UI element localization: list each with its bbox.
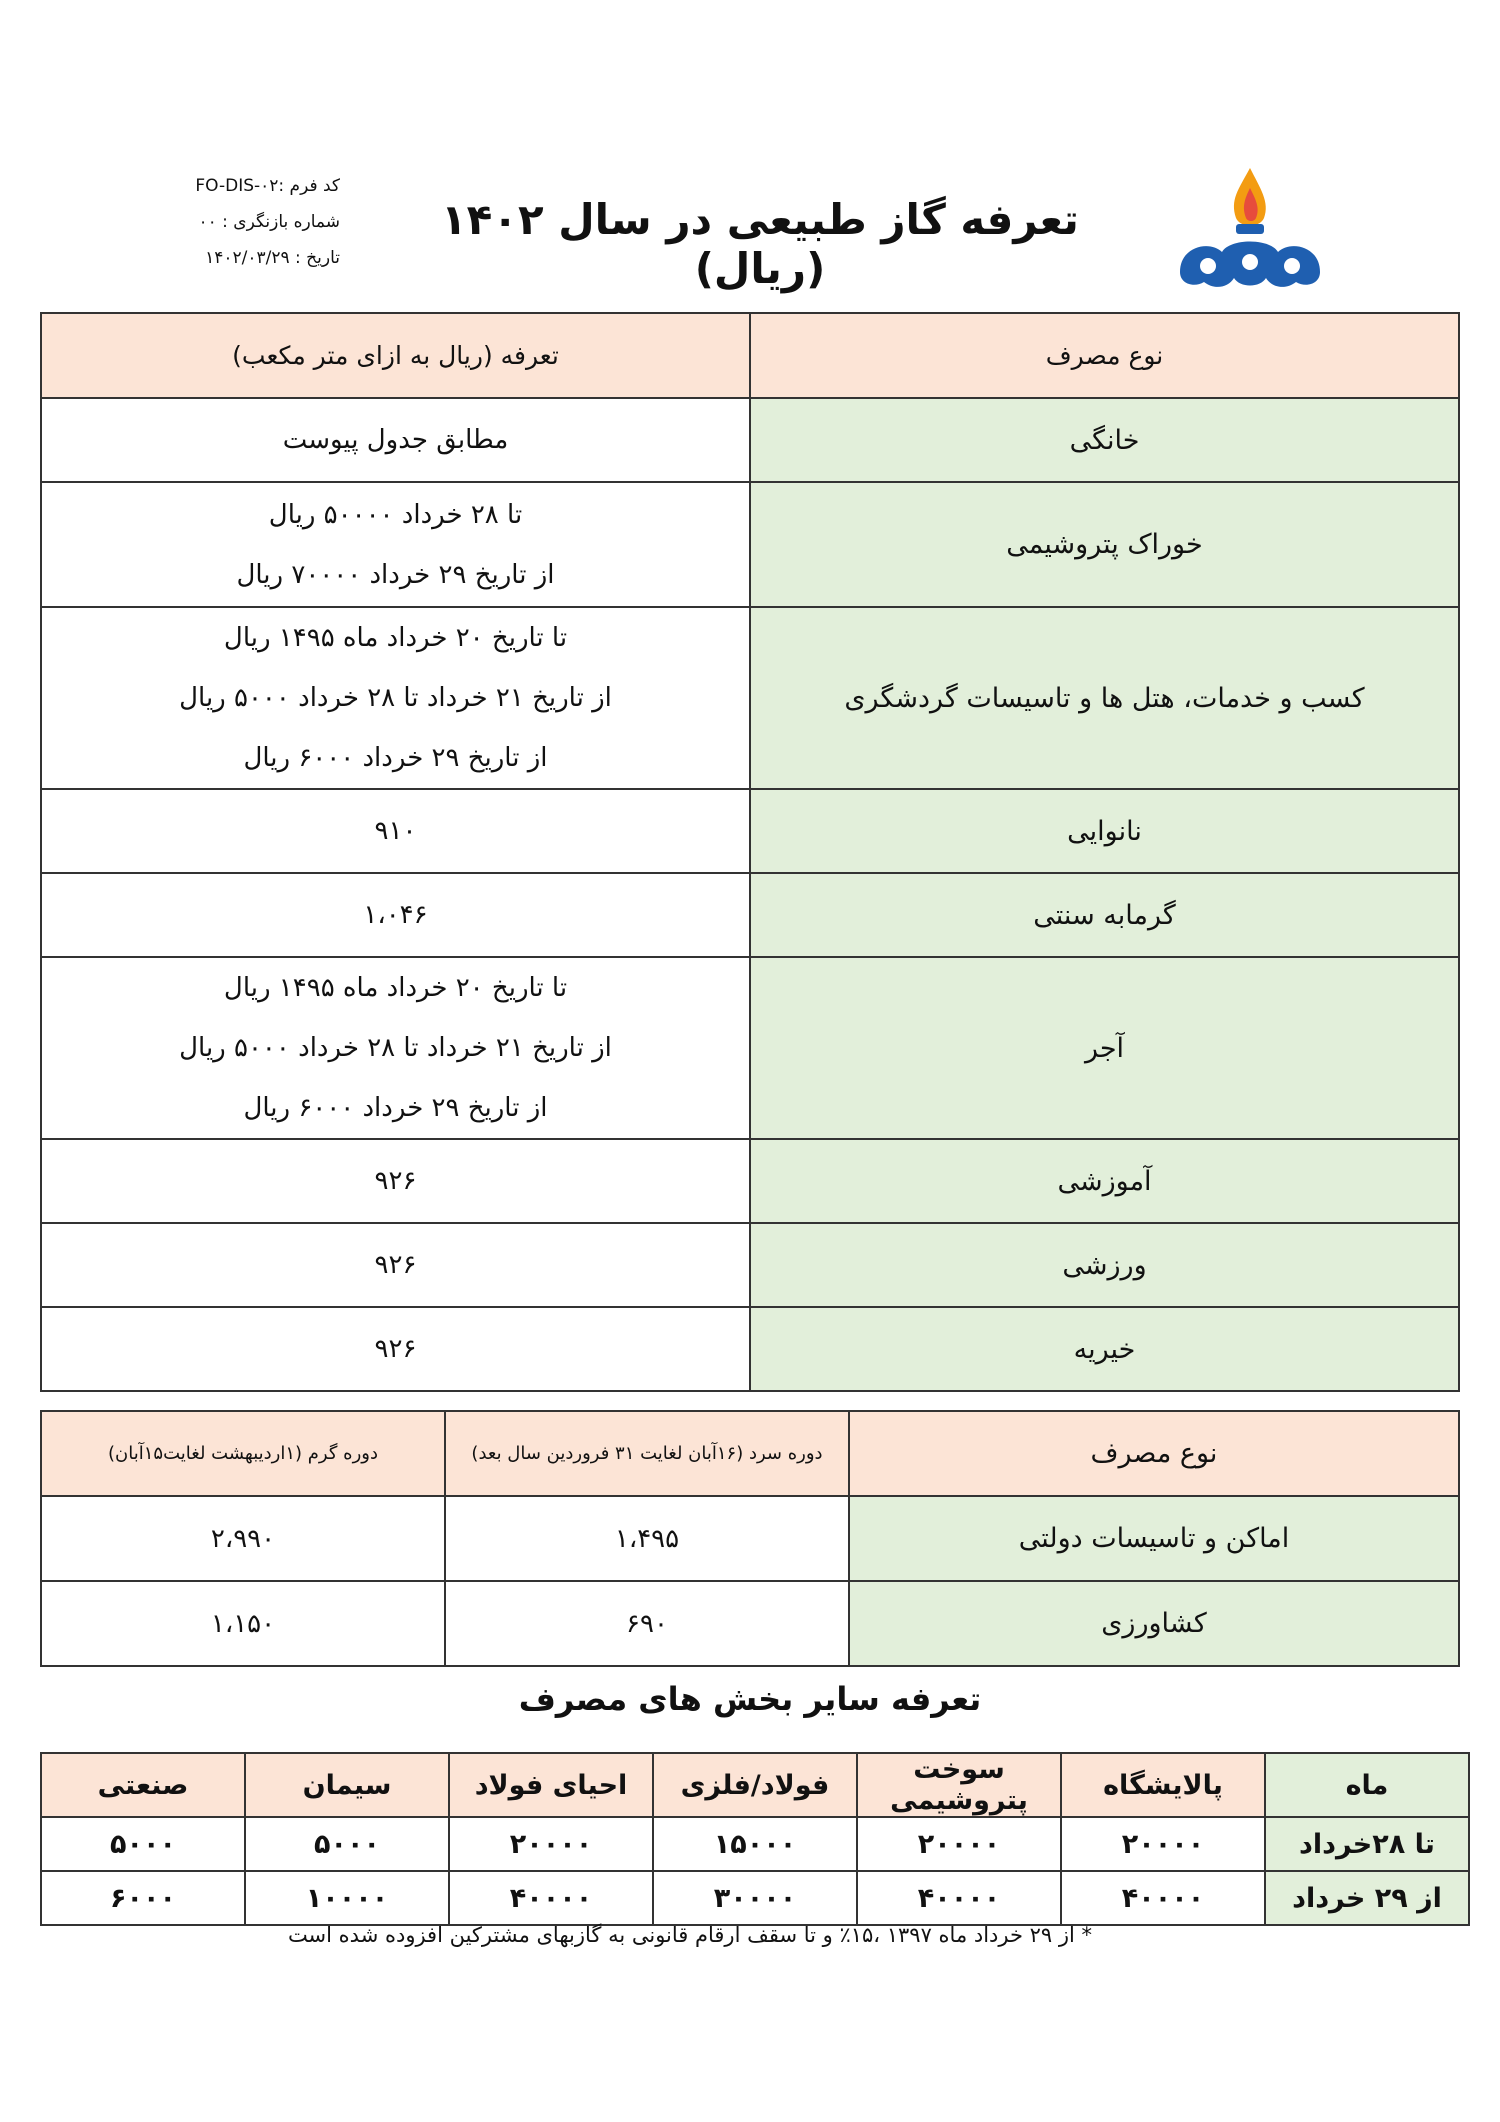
tariff-line: از تاریخ ۲۱ خرداد تا ۲۸ خرداد ۵۰۰۰ ریال	[179, 683, 612, 713]
header-refinery: پالایشگاه	[1061, 1753, 1265, 1817]
cold-period-cell: ۶۹۰	[445, 1581, 849, 1666]
tariff-cell	[41, 398, 750, 482]
form-date: تاریخ : ۱۴۰۲/۰۳/۲۹	[205, 248, 340, 268]
tariff-cell	[41, 1223, 750, 1307]
usage-type-cell: کشاورزی	[849, 1581, 1459, 1666]
warm-period-cell: ۲،۹۹۰	[41, 1496, 445, 1581]
tariff-cell	[41, 873, 750, 957]
company-logo	[1160, 160, 1340, 310]
table-header-row	[41, 313, 1459, 398]
header-tariff: تعرفه (ریال به ازای متر مکعب)	[41, 313, 750, 398]
tariff-cell	[41, 1139, 750, 1223]
table-row	[41, 1817, 1469, 1871]
table-header-row	[41, 1753, 1469, 1817]
value-cell: ۳۰۰۰۰	[653, 1871, 857, 1925]
revision-number: شماره بازنگری : ۰۰	[198, 212, 340, 232]
usage-type-cell: آموزشی	[750, 1139, 1459, 1223]
value-cell: ۱۵۰۰۰	[653, 1817, 857, 1871]
table-row	[41, 1871, 1469, 1925]
tariff-line: از تاریخ ۲۹ خرداد ۶۰۰۰ ریال	[243, 1093, 548, 1123]
tariff-line: از تاریخ ۲۹ خرداد ۶۰۰۰ ریال	[243, 743, 548, 773]
tariff-table	[40, 312, 1460, 1392]
header-cement: سیمان	[245, 1753, 449, 1817]
tariff-line: از تاریخ ۲۱ خرداد تا ۲۸ خرداد ۵۰۰۰ ریال	[179, 1033, 612, 1063]
table-header-row	[41, 1411, 1459, 1496]
table-row	[41, 1139, 1459, 1223]
header-usage-type: نوع مصرف	[849, 1411, 1459, 1496]
value-cell: ۲۰۰۰۰	[449, 1817, 653, 1871]
tariff-cell	[41, 957, 750, 1139]
usage-type-cell: کسب و خدمات، هتل ها و تاسیسات گردشگری	[750, 607, 1459, 789]
tariff-cell	[41, 607, 750, 789]
usage-type-cell: گرمابه سنتی	[750, 873, 1459, 957]
usage-type-cell: نانوایی	[750, 789, 1459, 873]
form-meta	[140, 168, 340, 276]
tariff-line: تا ۲۸ خرداد ۵۰۰۰۰ ریال	[268, 499, 523, 530]
table-row	[41, 789, 1459, 873]
usage-type-cell: خانگی	[750, 398, 1459, 482]
value-cell: ۵۰۰۰	[41, 1817, 245, 1871]
table-row	[41, 873, 1459, 957]
tariff-cell	[41, 482, 750, 607]
value-cell: ۵۰۰۰	[245, 1817, 449, 1871]
month-cell: تا ۲۸خرداد	[1265, 1817, 1469, 1871]
value-cell: ۴۰۰۰۰	[1061, 1871, 1265, 1925]
table-row	[41, 398, 1459, 482]
table-row	[41, 1581, 1459, 1666]
seasonal-tariff-table	[40, 1410, 1460, 1667]
tariff-line: از تاریخ ۲۹ خرداد ۷۰۰۰۰ ریال	[236, 559, 555, 590]
form-code: کد فرم :FO-DIS-۰۲	[195, 176, 340, 196]
tariff-line: مطابق جدول پیوست	[282, 425, 509, 455]
header-warm-period: دوره گرم (۱اردیبهشت لغایت۱۵آبان)	[41, 1411, 445, 1496]
header-month: ماه	[1265, 1753, 1469, 1817]
tariff-line: تا تاریخ ۲۰ خرداد ماه ۱۴۹۵ ریال	[223, 973, 568, 1003]
header-petrochem-fuel: سوخت پتروشیمی	[857, 1753, 1061, 1817]
header-usage-type: نوع مصرف	[750, 313, 1459, 398]
table-row	[41, 957, 1459, 1139]
table-row	[41, 607, 1459, 789]
gas-company-emblem-icon	[1160, 160, 1340, 310]
table-row	[41, 1223, 1459, 1307]
table-row	[41, 1307, 1459, 1391]
warm-period-cell: ۱،۱۵۰	[41, 1581, 445, 1666]
value-cell: ۴۰۰۰۰	[449, 1871, 653, 1925]
usage-type-cell: آجر	[750, 957, 1459, 1139]
header-steel-metal: فولاد/فلزی	[653, 1753, 857, 1817]
footnote: * از ۲۹ خرداد ماه ۱۳۹۷ ،۱۵٪ و تا سقف ارقام قانونی به گازبهای مشترکین افزوده شده است	[287, 1923, 1093, 1947]
usage-type-cell: خیریه	[750, 1307, 1459, 1391]
month-cell: از ۲۹ خرداد	[1265, 1871, 1469, 1925]
usage-type-cell: خوراک پتروشیمی	[750, 482, 1459, 607]
value-cell: ۴۰۰۰۰	[857, 1871, 1061, 1925]
tariff-line: ۹۲۶	[374, 1334, 417, 1364]
section-title: تعرفه سایر بخش های مصرف	[518, 1680, 982, 1718]
page-title: تعرفه گاز طبیعی در سال ۱۴۰۲ (ریال)	[441, 195, 1079, 293]
header-industrial: صنعتی	[41, 1753, 245, 1817]
tariff-line: ۹۲۶	[374, 1250, 417, 1280]
table-row	[41, 482, 1459, 607]
tariff-line: ۹۲۶	[374, 1166, 417, 1196]
header-steel-reduction: احیای فولاد	[449, 1753, 653, 1817]
tariff-line: تا تاریخ ۲۰ خرداد ماه ۱۴۹۵ ریال	[223, 623, 568, 653]
usage-type-cell: ورزشی	[750, 1223, 1459, 1307]
tariff-line: ۹۱۰	[374, 816, 417, 846]
usage-type-cell: اماکن و تاسیسات دولتی	[849, 1496, 1459, 1581]
value-cell: ۲۰۰۰۰	[1061, 1817, 1265, 1871]
header-cold-period: دوره سرد (۱۶آبان لغایت ۳۱ فروردین سال بعد)	[445, 1411, 849, 1496]
tariff-cell	[41, 789, 750, 873]
value-cell: ۲۰۰۰۰	[857, 1817, 1061, 1871]
tariff-cell	[41, 1307, 750, 1391]
value-cell: ۶۰۰۰	[41, 1871, 245, 1925]
cold-period-cell: ۱،۴۹۵	[445, 1496, 849, 1581]
other-sectors-table	[40, 1752, 1470, 1926]
table-row	[41, 1496, 1459, 1581]
value-cell: ۱۰۰۰۰	[245, 1871, 449, 1925]
tariff-line: ۱،۰۴۶	[363, 900, 428, 930]
